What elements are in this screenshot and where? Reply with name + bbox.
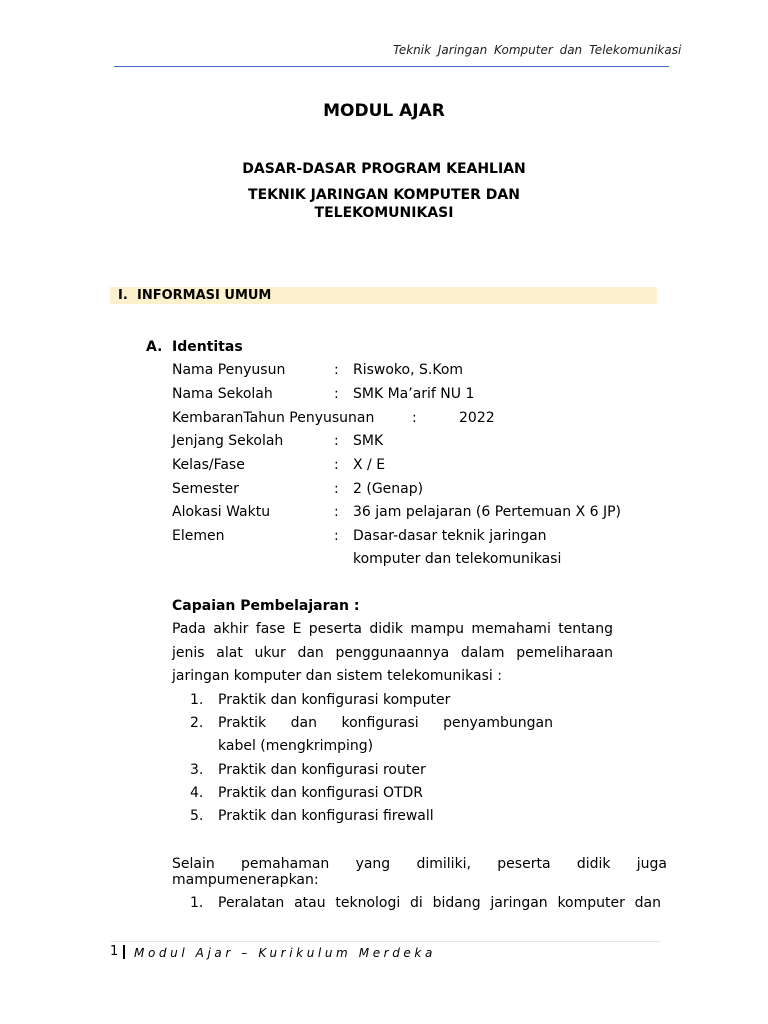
identity-colon: :	[334, 481, 339, 497]
list-number: 1.	[190, 895, 204, 911]
list-number: 3.	[190, 762, 204, 778]
subsection-letter: A.	[146, 339, 163, 355]
identity-value: SMK	[353, 433, 384, 449]
list-number: 4.	[190, 785, 204, 801]
capaian-paragraph-line: jaringan komputer dan sistem telekomunikasi :	[172, 668, 502, 684]
capaian-heading: Capaian Pembelajaran :	[172, 598, 360, 614]
footer-separator	[123, 945, 125, 959]
document-subtitle: DASAR-DASAR PROGRAM KEAHLIAN	[242, 161, 526, 177]
identity-label: Elemen	[172, 528, 225, 544]
page-number: 1	[110, 944, 119, 959]
identity-value: 2022	[459, 410, 495, 426]
identity-label: Nama Penyusun	[172, 362, 286, 378]
list-number: 1.	[190, 692, 204, 708]
subsection-heading: Identitas	[172, 339, 243, 355]
identity-label: Alokasi Waktu	[172, 504, 271, 520]
selain-paragraph-line: mampumenerapkan:	[172, 872, 319, 888]
capaian-paragraph-line: Pada akhir fase E peserta didik mampu memahami tentang	[172, 621, 613, 637]
list-item: Praktik dan konfigurasi firewall	[218, 808, 434, 824]
document-title: MODUL AJAR	[323, 101, 445, 121]
list-item: Praktik dan konfigurasi router	[218, 762, 426, 778]
footer-rule	[110, 941, 660, 942]
identity-colon: :	[334, 457, 339, 473]
list-item: Praktik dan konfigurasi penyambungan	[218, 715, 553, 731]
identity-value: Dasar-dasar teknik jaringan	[353, 528, 547, 544]
identity-colon: :	[334, 528, 339, 544]
identity-colon: :	[334, 504, 339, 520]
section-heading: INFORMASI UMUM	[137, 288, 272, 303]
list-number: 5.	[190, 808, 204, 824]
identity-colon: :	[412, 410, 417, 426]
identity-label: Nama Sekolah	[172, 386, 273, 402]
identity-colon: :	[334, 362, 339, 378]
identity-value: X / E	[353, 457, 386, 473]
list-item-continued: kabel (mengkrimping)	[218, 738, 374, 754]
identity-colon: :	[334, 386, 339, 402]
list-item: Praktik dan konfigurasi komputer	[218, 692, 451, 708]
identity-label: Kelas/Fase	[172, 457, 245, 473]
capaian-paragraph-line: jenis alat ukur dan penggunaannya dalam pemeliharaan	[172, 645, 613, 661]
identity-value: 2 (Genap)	[353, 481, 424, 497]
list-item: Praktik dan konfigurasi OTDR	[218, 785, 424, 801]
identity-label: KembaranTahun Penyusunan	[172, 410, 375, 426]
identity-value-continued: komputer dan telekomunikasi	[353, 551, 562, 567]
section-number: I.	[118, 288, 128, 303]
identity-value: 36 jam pelajaran (6 Pertemuan X 6 JP)	[353, 504, 621, 520]
list-item: Peralatan atau teknologi di bidang jaringan komputer dan	[218, 895, 661, 911]
identity-colon: :	[334, 433, 339, 449]
program-title-line-1: TEKNIK JARINGAN KOMPUTER DAN	[248, 187, 520, 203]
selain-paragraph-line: Selain pemahaman yang dimiliki, peserta didik juga	[172, 856, 667, 872]
program-title-line-2: TELEKOMUNIKASI	[314, 205, 454, 221]
identity-value: Riswoko, S.Kom	[353, 362, 464, 378]
identity-label: Semester	[172, 481, 239, 497]
document-program-title	[0, 186, 768, 222]
running-header: Teknik Jaringan Komputer dan Telekomunikasi	[393, 43, 682, 57]
identity-value: SMK Ma’arif NU 1	[353, 386, 475, 402]
header-rule	[114, 66, 669, 67]
identity-label: Jenjang Sekolah	[172, 433, 284, 449]
list-number: 2.	[190, 715, 204, 731]
footer-text: Modul Ajar – Kurikulum Merdeka	[134, 946, 436, 960]
